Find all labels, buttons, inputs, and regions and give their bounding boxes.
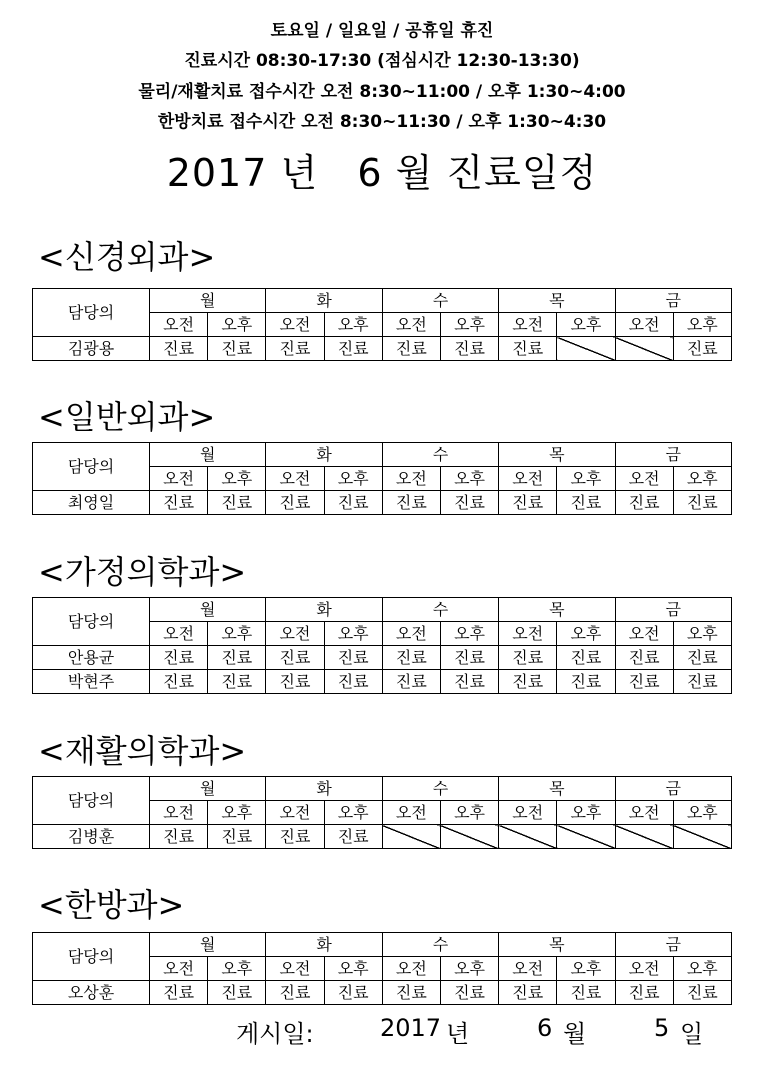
closed-slot xyxy=(557,825,615,849)
doctor-name: 김광용 xyxy=(33,337,150,361)
pm-header-thu: 오후 xyxy=(557,313,615,337)
table-row xyxy=(33,981,732,1005)
closed-slot xyxy=(440,825,498,849)
day-header-fri: 금 xyxy=(615,443,731,467)
day-header-mon: 월 xyxy=(150,598,266,622)
clinic-slot: 진료 xyxy=(673,491,731,515)
table-row xyxy=(33,337,732,361)
doctor-header: 담당의 xyxy=(33,598,150,646)
day-header-fri: 금 xyxy=(615,933,731,957)
clinic-slot: 진료 xyxy=(150,825,208,849)
notice-rehab-hours: 물리/재활치료 접수시간 오전 8:30~11:00 / 오후 1:30~4:00 xyxy=(138,82,626,102)
day-header-fri: 금 xyxy=(615,777,731,801)
pm-header-wed: 오후 xyxy=(440,957,498,981)
clinic-slot: 진료 xyxy=(382,337,440,361)
notice-oriental-hours: 한방치료 접수시간 오전 8:30~11:30 / 오후 1:30~4:30 xyxy=(157,112,607,132)
day-header-mon: 월 xyxy=(150,933,266,957)
am-header-wed: 오전 xyxy=(382,957,440,981)
clinic-slot: 진료 xyxy=(208,491,266,515)
day-header-thu: 목 xyxy=(499,289,615,313)
am-header-thu: 오전 xyxy=(499,313,557,337)
posted-date-label: 게시일: xyxy=(236,1020,314,1048)
clinic-slot: 진료 xyxy=(615,646,673,670)
clinic-slot: 진료 xyxy=(208,981,266,1005)
am-header-wed: 오전 xyxy=(382,801,440,825)
schedule-table xyxy=(32,932,732,1005)
department-title: <가정의학과> xyxy=(38,553,247,591)
pm-header-mon: 오후 xyxy=(208,467,266,491)
clinic-slot: 진료 xyxy=(208,646,266,670)
table-row xyxy=(33,491,732,515)
clinic-slot: 진료 xyxy=(150,670,208,694)
clinic-slot: 진료 xyxy=(440,337,498,361)
clinic-slot: 진료 xyxy=(266,670,324,694)
schedule-table xyxy=(32,442,732,515)
clinic-slot: 진료 xyxy=(499,491,557,515)
closed-slot xyxy=(557,337,615,361)
day-header-tue: 화 xyxy=(266,598,382,622)
posted-day-unit: 일 xyxy=(680,1020,704,1048)
day-header-wed: 수 xyxy=(382,598,498,622)
day-header-mon: 월 xyxy=(150,777,266,801)
clinic-slot: 진료 xyxy=(324,646,382,670)
pm-header-tue: 오후 xyxy=(324,622,382,646)
clinic-slot: 진료 xyxy=(440,981,498,1005)
clinic-slot: 진료 xyxy=(673,670,731,694)
day-header-tue: 화 xyxy=(266,933,382,957)
day-header-tue: 화 xyxy=(266,443,382,467)
page-title: 2017 년 6 월 진료일정 xyxy=(166,151,598,195)
pm-header-fri: 오후 xyxy=(673,957,731,981)
am-header-wed: 오전 xyxy=(382,467,440,491)
clinic-slot: 진료 xyxy=(382,646,440,670)
am-header-tue: 오전 xyxy=(266,957,324,981)
day-header-thu: 목 xyxy=(499,777,615,801)
clinic-slot: 진료 xyxy=(324,491,382,515)
clinic-slot: 진료 xyxy=(208,825,266,849)
closed-slot xyxy=(673,825,731,849)
am-header-mon: 오전 xyxy=(150,622,208,646)
pm-header-thu: 오후 xyxy=(557,801,615,825)
clinic-slot: 진료 xyxy=(150,981,208,1005)
closed-slot xyxy=(615,825,673,849)
clinic-slot: 진료 xyxy=(615,670,673,694)
am-header-mon: 오전 xyxy=(150,313,208,337)
am-header-wed: 오전 xyxy=(382,313,440,337)
day-header-mon: 월 xyxy=(150,289,266,313)
clinic-slot: 진료 xyxy=(673,981,731,1005)
department-title: <재활의학과> xyxy=(38,732,247,770)
clinic-slot: 진료 xyxy=(440,670,498,694)
day-header-mon: 월 xyxy=(150,443,266,467)
am-header-thu: 오전 xyxy=(499,467,557,491)
schedule-table xyxy=(32,597,732,694)
department-title: <한방과> xyxy=(38,886,185,924)
doctor-name: 박현주 xyxy=(33,670,150,694)
pm-header-fri: 오후 xyxy=(673,622,731,646)
pm-header-mon: 오후 xyxy=(208,313,266,337)
am-header-mon: 오전 xyxy=(150,957,208,981)
pm-header-tue: 오후 xyxy=(324,313,382,337)
clinic-slot: 진료 xyxy=(266,825,324,849)
clinic-slot: 진료 xyxy=(150,646,208,670)
table-row xyxy=(33,670,732,694)
am-header-tue: 오전 xyxy=(266,801,324,825)
closed-slot xyxy=(615,337,673,361)
clinic-slot: 진료 xyxy=(557,981,615,1005)
day-header-wed: 수 xyxy=(382,777,498,801)
clinic-slot: 진료 xyxy=(499,646,557,670)
clinic-slot: 진료 xyxy=(324,981,382,1005)
clinic-slot: 진료 xyxy=(499,337,557,361)
pm-header-mon: 오후 xyxy=(208,622,266,646)
pm-header-thu: 오후 xyxy=(557,957,615,981)
clinic-slot: 진료 xyxy=(615,981,673,1005)
clinic-slot: 진료 xyxy=(615,491,673,515)
table-row xyxy=(33,825,732,849)
doctor-name: 최영일 xyxy=(33,491,150,515)
closed-slot xyxy=(499,825,557,849)
am-header-wed: 오전 xyxy=(382,622,440,646)
am-header-thu: 오전 xyxy=(499,622,557,646)
clinic-slot: 진료 xyxy=(557,491,615,515)
notice-hours: 진료시간 08:30-17:30 (점심시간 12:30-13:30) xyxy=(184,51,580,71)
department-title: <신경외과> xyxy=(38,238,216,276)
clinic-slot: 진료 xyxy=(557,646,615,670)
pm-header-mon: 오후 xyxy=(208,801,266,825)
clinic-slot: 진료 xyxy=(208,337,266,361)
doctor-name: 김병훈 xyxy=(33,825,150,849)
doctor-header: 담당의 xyxy=(33,289,150,337)
posted-year: 2017 xyxy=(380,1014,442,1042)
clinic-slot: 진료 xyxy=(266,981,324,1005)
pm-header-tue: 오후 xyxy=(324,801,382,825)
notice-closed-days: 토요일 / 일요일 / 공휴일 휴진 xyxy=(270,21,494,41)
day-header-fri: 금 xyxy=(615,598,731,622)
day-header-thu: 목 xyxy=(499,933,615,957)
clinic-slot: 진료 xyxy=(673,646,731,670)
pm-header-tue: 오후 xyxy=(324,467,382,491)
am-header-fri: 오전 xyxy=(615,313,673,337)
am-header-tue: 오전 xyxy=(266,313,324,337)
table-row xyxy=(33,646,732,670)
am-header-fri: 오전 xyxy=(615,467,673,491)
am-header-fri: 오전 xyxy=(615,957,673,981)
pm-header-wed: 오후 xyxy=(440,622,498,646)
posted-year-unit: 년 xyxy=(446,1020,470,1048)
day-header-wed: 수 xyxy=(382,289,498,313)
pm-header-wed: 오후 xyxy=(440,313,498,337)
clinic-slot: 진료 xyxy=(266,337,324,361)
pm-header-mon: 오후 xyxy=(208,957,266,981)
closed-slot xyxy=(382,825,440,849)
day-header-thu: 목 xyxy=(499,443,615,467)
am-header-fri: 오전 xyxy=(615,622,673,646)
pm-header-fri: 오후 xyxy=(673,313,731,337)
clinic-slot: 진료 xyxy=(266,491,324,515)
posted-day: 5 xyxy=(654,1014,670,1042)
pm-header-tue: 오후 xyxy=(324,957,382,981)
pm-header-fri: 오후 xyxy=(673,467,731,491)
doctor-name: 오상훈 xyxy=(33,981,150,1005)
pm-header-wed: 오후 xyxy=(440,801,498,825)
posted-month-unit: 월 xyxy=(563,1020,587,1048)
clinic-slot: 진료 xyxy=(150,337,208,361)
day-header-fri: 금 xyxy=(615,289,731,313)
clinic-slot: 진료 xyxy=(673,337,731,361)
doctor-name: 안용균 xyxy=(33,646,150,670)
day-header-wed: 수 xyxy=(382,933,498,957)
clinic-slot: 진료 xyxy=(440,646,498,670)
posted-month: 6 xyxy=(537,1014,553,1042)
day-header-tue: 화 xyxy=(266,777,382,801)
clinic-slot: 진료 xyxy=(324,337,382,361)
clinic-slot: 진료 xyxy=(324,825,382,849)
schedule-table xyxy=(32,776,732,849)
am-header-mon: 오전 xyxy=(150,801,208,825)
pm-header-wed: 오후 xyxy=(440,467,498,491)
am-header-thu: 오전 xyxy=(499,957,557,981)
pm-header-thu: 오후 xyxy=(557,467,615,491)
am-header-thu: 오전 xyxy=(499,801,557,825)
department-title: <일반외과> xyxy=(38,398,216,436)
am-header-fri: 오전 xyxy=(615,801,673,825)
clinic-slot: 진료 xyxy=(208,670,266,694)
clinic-slot: 진료 xyxy=(266,646,324,670)
doctor-header: 담당의 xyxy=(33,443,150,491)
am-header-tue: 오전 xyxy=(266,622,324,646)
pm-header-fri: 오후 xyxy=(673,801,731,825)
doctor-header: 담당의 xyxy=(33,777,150,825)
clinic-slot: 진료 xyxy=(440,491,498,515)
clinic-slot: 진료 xyxy=(382,491,440,515)
day-header-tue: 화 xyxy=(266,289,382,313)
clinic-slot: 진료 xyxy=(382,670,440,694)
clinic-slot: 진료 xyxy=(382,981,440,1005)
clinic-slot: 진료 xyxy=(499,981,557,1005)
doctor-header: 담당의 xyxy=(33,933,150,981)
day-header-thu: 목 xyxy=(499,598,615,622)
clinic-slot: 진료 xyxy=(324,670,382,694)
pm-header-thu: 오후 xyxy=(557,622,615,646)
am-header-tue: 오전 xyxy=(266,467,324,491)
clinic-slot: 진료 xyxy=(150,491,208,515)
schedule-table xyxy=(32,288,732,361)
day-header-wed: 수 xyxy=(382,443,498,467)
clinic-slot: 진료 xyxy=(557,670,615,694)
clinic-slot: 진료 xyxy=(499,670,557,694)
am-header-mon: 오전 xyxy=(150,467,208,491)
